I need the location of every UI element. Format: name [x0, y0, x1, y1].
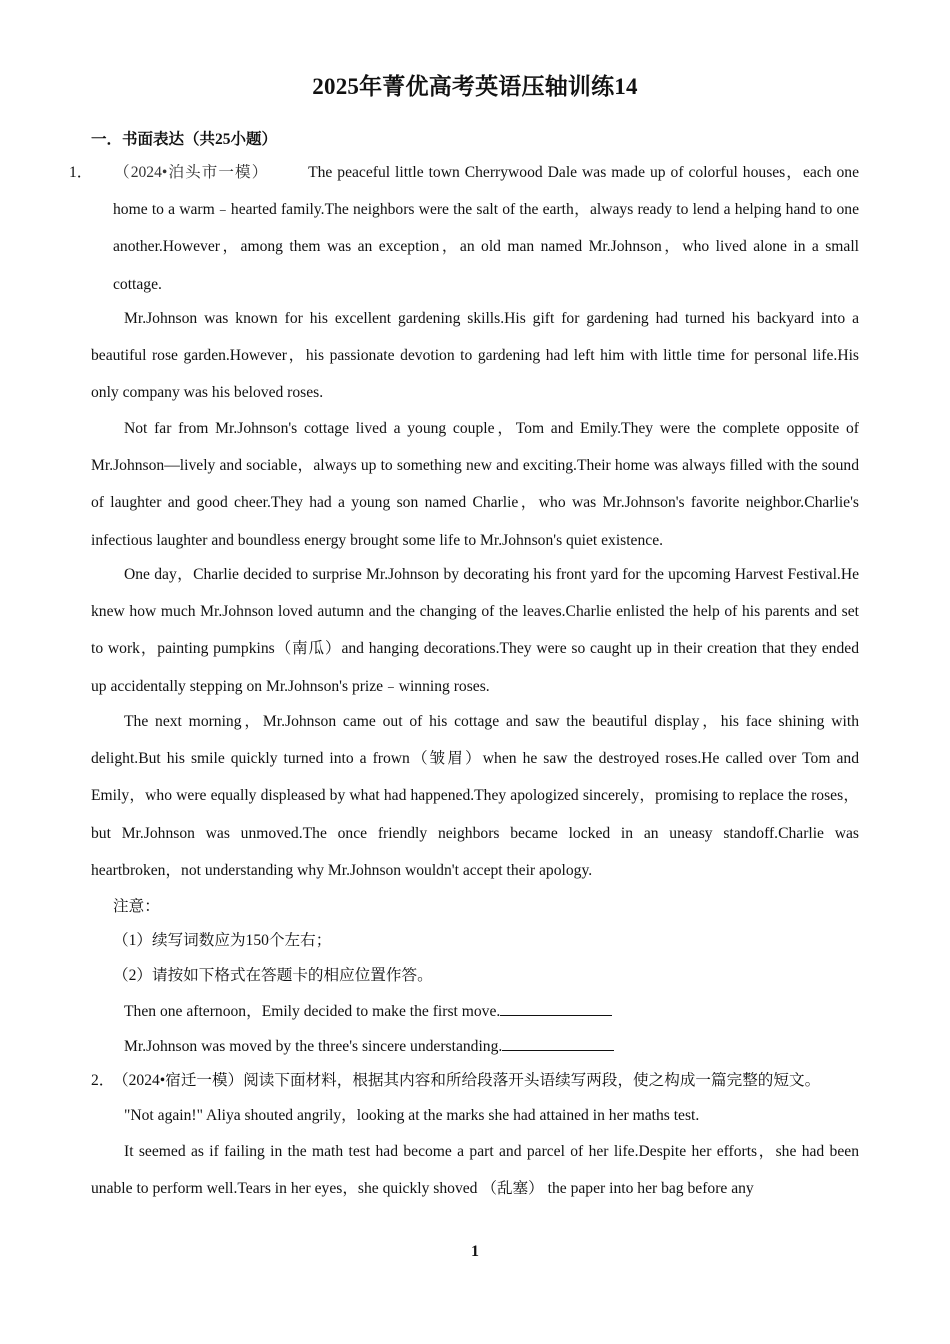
- prompt-1-text: Then one afternoon，Emily decided to make the first move.: [124, 1003, 501, 1020]
- question-2-number: 2．: [91, 1072, 115, 1089]
- question-1-paragraph-3: Not far from Mr.Johnson's cottage lived a young couple，Tom and Emily.They were the complete opposite of Mr.Johnson—lively and sociable，always up to something new and exciting.Their home was always filled with the sound of laughter and good cheer.They had a young son named Charlie，who was Mr.Johnson's favorite neighbor.Charlie's infectious laughter and boundless energy brought some life to Mr.Johnson's quiet existence.: [91, 420, 859, 549]
- page-number: 1: [471, 1243, 479, 1260]
- answer-blank-1: [500, 1001, 612, 1016]
- note-label: 注意：: [113, 898, 160, 915]
- question-2-intro: [91, 1071, 881, 1091]
- question-1-paragraph-2: Mr.Johnson was known for his excellent gardening skills.His gift for gardening had turned his backyard into a beautiful rose garden.However，his passionate devotion to gardening had left him with little time for personal life.His only company was his beloved roses.: [91, 310, 859, 402]
- question-2-paragraph-1: "Not again!" Aliya shouted angrily，looking at the marks she had attained in her maths test.: [124, 1107, 700, 1124]
- question-2-instructions: （2024•宿迁一模）阅读下面材料，根据其内容和所给段落开头语续写两段，使之构成一篇完整的短文。: [113, 1072, 821, 1089]
- question-1-number: 1．: [69, 164, 93, 181]
- question-1-intro: [69, 154, 860, 303]
- note-2: （2）请按如下格式在答题卡的相应位置作答。: [113, 967, 433, 984]
- continuation-prompt-2: [124, 1036, 914, 1057]
- answer-blank-2: [502, 1036, 614, 1051]
- question-1-paragraph-5: The next morning，Mr.Johnson came out of his cottage and saw the beautiful display，his face shining with delight.But his smile quickly turned into a frown（皱眉）when he saw the destroyed roses.He called over Tom and Emily，who were equally displeased by what had happened.They apologized sincerely，promising to replace the roses，but Mr.Johnson was unmoved.The once friendly neighbors became locked in an uneasy standoff.Charlie was heartbroken，not understanding why Mr.Johnson wouldn't accept their apology.: [91, 713, 859, 879]
- note-1: （1）续写词数应为150个左右；: [113, 932, 332, 949]
- document-title: 2025年菁优高考英语压轴训练14: [312, 74, 638, 99]
- question-1-paragraph-1: The peaceful little town Cherrywood Dale was made up of colorful houses，each one home to a warm﹣hearted family.The neighbors were the salt of the earth，always ready to lend a helping hand to one another.However，among them was an exception，an old man named Mr.Johnson，who lived alone in a small cottage.: [113, 164, 860, 293]
- question-1-paragraph-4: One day，Charlie decided to surprise Mr.Johnson by decorating his front yard for the upcoming Harvest Festival.He knew how much Mr.Johnson loved autumn and the changing of the leaves.Charlie enlisted the help of his parents and set to work，painting pumpkins（南瓜）and hanging decorations.They were so caught up in their creation that they ended up accidentally stepping on Mr.Johnson's prize﹣winning roses.: [91, 566, 859, 695]
- continuation-prompt-1: [124, 1001, 914, 1022]
- question-2-paragraph-2: It seemed as if failing in the math test had become a part and parcel of her life.Despite her efforts，she had been unable to perform well.Tears in her eyes，she quickly shoved （乱塞） the paper into her bag before any: [91, 1143, 859, 1198]
- section-heading: 一．书面表达（共25小题）: [91, 131, 278, 148]
- prompt-2-text: Mr.Johnson was moved by the three's sincere understanding.: [124, 1038, 503, 1055]
- question-1-source: （2024•泊头市一模）: [113, 164, 269, 181]
